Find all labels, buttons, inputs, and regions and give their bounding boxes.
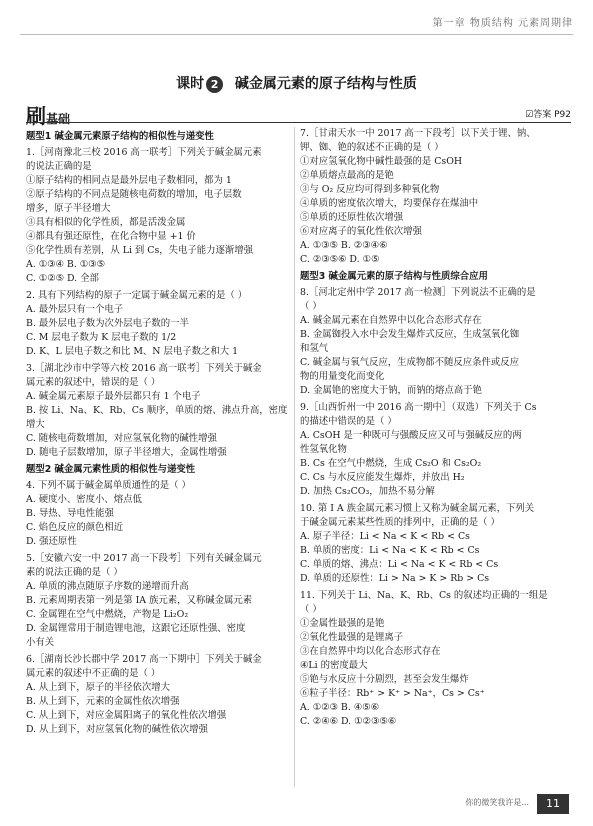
answer-reference: [525, 107, 571, 120]
section-heading: [26, 100, 70, 129]
question-line: ④Li 的密度最大: [300, 660, 368, 671]
topic-heading: 题型1 碱金属元素原子结构的相似性与递变性: [26, 131, 214, 142]
question-item: [26, 552, 290, 650]
question-line: C. 金属锂在空气中燃烧，产物是 Li₂O₂: [26, 609, 189, 620]
question-line: B. 单质的密度：Li < Na < K < Rb < Cs: [300, 545, 480, 556]
question-line: ③在自然界中均以化合态形式存在: [300, 646, 441, 657]
question-line: ②单质熔点最高的是铯: [300, 170, 394, 181]
checkbox-icon: ☑: [525, 110, 534, 120]
question-stem: 8.［河北定州中学 2017 高一检测］下列说法不正确的是: [300, 287, 536, 298]
topic-heading: 题型3 碱金属元素的原子结构与性质综合应用: [300, 271, 488, 282]
question-line: A. 碱金属元素在自然界中以化合态形式存在: [300, 315, 482, 326]
question-line: ⑤铯与水反应十分剧烈，甚至会发生爆炸: [300, 674, 469, 685]
question-line: （ ）: [300, 301, 322, 312]
question-line: 增大: [26, 419, 45, 430]
chapter-header: 第一章 物质结构 元素周期律: [432, 18, 573, 29]
page-number: 11: [537, 794, 569, 814]
question-line: A. 从上到下，原子的半径依次增大: [26, 682, 170, 693]
question-line: 于碱金属元素某些性质的排列中，正确的是（ ）: [300, 517, 500, 528]
question-line: A. ①③④ B. ①③⑤: [26, 259, 105, 270]
question-item: [300, 502, 573, 586]
question-stem: 3.［湖北沙市中学等六校 2016 高一联考］下列关于碱金: [26, 363, 262, 374]
section-rule: [26, 122, 571, 123]
brush-mark: 刷: [26, 104, 46, 128]
question-line: ②原子结构的不同点是随核电荷数的增加，电子层数: [26, 189, 242, 200]
question-line: ⑤化学性质有差别，从 Li 到 Cs，失电子能力逐渐增强: [26, 245, 254, 256]
question-line: D. 随电子层数增加，原子半径增大，金属性增强: [26, 447, 227, 458]
question-line: C. ②④⑥ D. ①②③⑤⑥: [300, 716, 397, 727]
column-divider: [294, 127, 295, 787]
question-line: D. 强还原性: [26, 536, 77, 547]
question-item: [26, 289, 290, 359]
question-line: B. 按 Li、Na、K、Rb、Cs 顺序，单质的熔、沸点升高，密度: [26, 405, 288, 416]
question-stem: 1.［河南豫北三校 2016 高一联考］下列关于碱金属元素: [26, 147, 262, 158]
question-line: C. Cs 与水反应能发生爆炸，并放出 H₂: [300, 472, 465, 483]
question-item: [300, 127, 573, 267]
question-line: B. 从上到下，元素的金属性依次增强: [26, 696, 180, 707]
question-line: 的描述中错误的是（ ）: [300, 416, 397, 427]
topic-heading: 题型2 碱金属元素性质的相似性与递变性: [26, 464, 196, 475]
question-line: A. ①③⑤ B. ②③④⑥: [300, 240, 388, 251]
question-line: D. 单质的还原性：Li > Na > K > Rb > Cs: [300, 573, 490, 584]
question-line: B. 元素周期表第一列是第 IA 族元素，又称碱金属元素: [26, 595, 253, 606]
question-line: A. 原子半径：Li < Na < K < Rb < Cs: [300, 531, 470, 542]
question-line: A. CsOH 是一种既可与强酸反应又可与强碱反应的两: [300, 430, 522, 441]
question-line: ④单质的密度依次增大，均要保存在煤油中: [300, 198, 479, 209]
footer-slogan: 你的微笑我许是...: [465, 798, 529, 807]
question-line: 属元素的叙述中，错误的是（ ）: [26, 377, 161, 388]
question-line: A. 单质的沸点随原子序数的递增而升高: [26, 581, 189, 592]
question-line: ⑥粒子半径：Rb⁺ > K⁺ > Na⁺，Cs > Cs⁺: [300, 688, 485, 699]
question-line: ①原子结构的相同点是最外层电子数相同，都为 1: [26, 175, 232, 186]
question-line: ①金属性最强的是铯: [300, 618, 385, 629]
lesson-prefix: 课时: [176, 76, 205, 92]
question-line: 和氢气: [300, 343, 329, 354]
question-line: B. 金属铷投入水中会发生爆炸式反应，生成氢氧化铷: [300, 329, 520, 340]
question-stem: 11. 下列关于 Li、Na、K、Rb、Cs 的叙述均正确的一组是: [300, 590, 548, 601]
question-item: [300, 401, 573, 499]
question-line: B. Cs 在空气中燃烧，生成 Cs₂O 和 Cs₂O₂: [300, 458, 482, 469]
question-line: C. ①②⑤ D. 全部: [26, 273, 99, 284]
question-line: ①对应氢氧化物中碱性最强的是 CsOH: [300, 156, 463, 167]
question-item: [300, 286, 573, 398]
question-line: B. 最外层电子数为次外层电子数的一半: [26, 318, 189, 329]
question-line: 钾、铷、铯的叙述不正确的是（ ）: [300, 142, 444, 153]
question-line: 属元素的叙述中不正确的是（ ）: [26, 668, 161, 679]
question-line: A. 碱金属元素原子最外层都只有 1 个电子: [26, 391, 201, 402]
question-line: A. ①②③ B. ④⑤⑥: [300, 702, 379, 713]
question-line: ③与 O₂ 反应均可得到多种氧化物: [300, 184, 440, 195]
question-line: C. 随核电荷数增加，对应氢氧化物的碱性增强: [26, 433, 217, 444]
question-line: 的说法正确的是: [26, 161, 92, 172]
question-item: [300, 589, 573, 729]
question-stem: 10. 第 I A 族金属元素习惯上又称为碱金属元素，下列关: [300, 503, 535, 514]
question-stem: 4. 下列不属于碱金属单质通性的是（ ）: [26, 480, 191, 491]
question-line: D. 金属铯的密度大于钠，而钠的熔点高于铯: [300, 385, 482, 396]
question-line: 小有关: [26, 637, 55, 648]
lesson-number-badge: 2: [206, 76, 223, 93]
question-line: C. M 层电子数为 K 层电子数的 1/2: [26, 332, 177, 343]
answer-ref-text: 答案 P92: [533, 110, 571, 120]
lesson-title: [0, 73, 593, 93]
question-stem: 7.［甘肃天水一中 2017 高一下段考］以下关于锂、钠、: [300, 128, 536, 139]
left-column: [26, 127, 290, 740]
question-item: [26, 653, 290, 737]
question-line: ②氧化性最强的是锂离子: [300, 632, 404, 643]
question-line: C. 从上到下，对应金属阳离子的氧化性依次增强: [26, 710, 227, 721]
question-line: C. 焰色反应的颜色相近: [26, 522, 124, 533]
question-line: D. 加热 Cs₂CO₃，加热不易分解: [300, 486, 435, 497]
question-line: D. 金属锂常用于制造锂电池，这跟它还原性强、密度: [26, 623, 246, 634]
question-line: 性氢氧化物: [300, 444, 347, 455]
question-line: C. 单质的熔、沸点：Li < Na < K < Rb < Cs: [300, 559, 499, 570]
question-item: [26, 362, 290, 460]
question-line: ③具有相似的化学性质，都是活泼金属: [26, 217, 186, 228]
question-line: 素的说法正确的是（ ）: [26, 567, 123, 578]
question-line: 物的用量变化而变化: [300, 371, 385, 382]
question-stem: 2. 具有下列结构的原子一定属于碱金属元素的是（ ）: [26, 290, 248, 301]
question-item: [26, 479, 290, 549]
question-line: C. 碱金属与氧气反应，生成物都不随反应条件或反应: [300, 357, 520, 368]
question-line: （ ）: [300, 604, 322, 615]
question-line: 增多，原子半径增大: [26, 203, 111, 214]
question-line: ⑤单质的还原性依次增强: [300, 212, 404, 223]
header-divider: [20, 34, 573, 35]
question-line: B. 导热、导电性能强: [26, 508, 114, 519]
right-column: [300, 127, 573, 732]
lesson-title-text: 碱金属元素的原子结构与性质: [234, 76, 417, 92]
question-stem: 5.［安徽六安一中 2017 高一下段考］下列有关碱金属元: [26, 553, 262, 564]
question-stem: 9.［山西忻州一中 2016 高一期中］（双选）下列关于 Cs: [300, 402, 537, 413]
section-label: 基础: [46, 112, 71, 126]
question-line: D. K、L 层电子数之和比 M、N 层电子数之和大 1: [26, 346, 239, 357]
question-line: A. 最外层只有一个电子: [26, 304, 124, 315]
question-line: ⑥对应离子的氧化性依次增强: [300, 226, 422, 237]
question-line: C. ②③⑤⑥ D. ①⑤: [300, 254, 380, 265]
question-line: ④都具有强还原性，在化合物中显 +1 价: [26, 231, 196, 242]
question-line: D. 从上到下，对应氢氧化物的碱性依次增强: [26, 724, 208, 735]
question-line: A. 硬度小、密度小、熔点低: [26, 494, 142, 505]
question-item: [26, 146, 290, 286]
question-stem: 6.［湖南长沙长郡中学 2017 高一下期中］下列关于碱金: [26, 654, 262, 665]
